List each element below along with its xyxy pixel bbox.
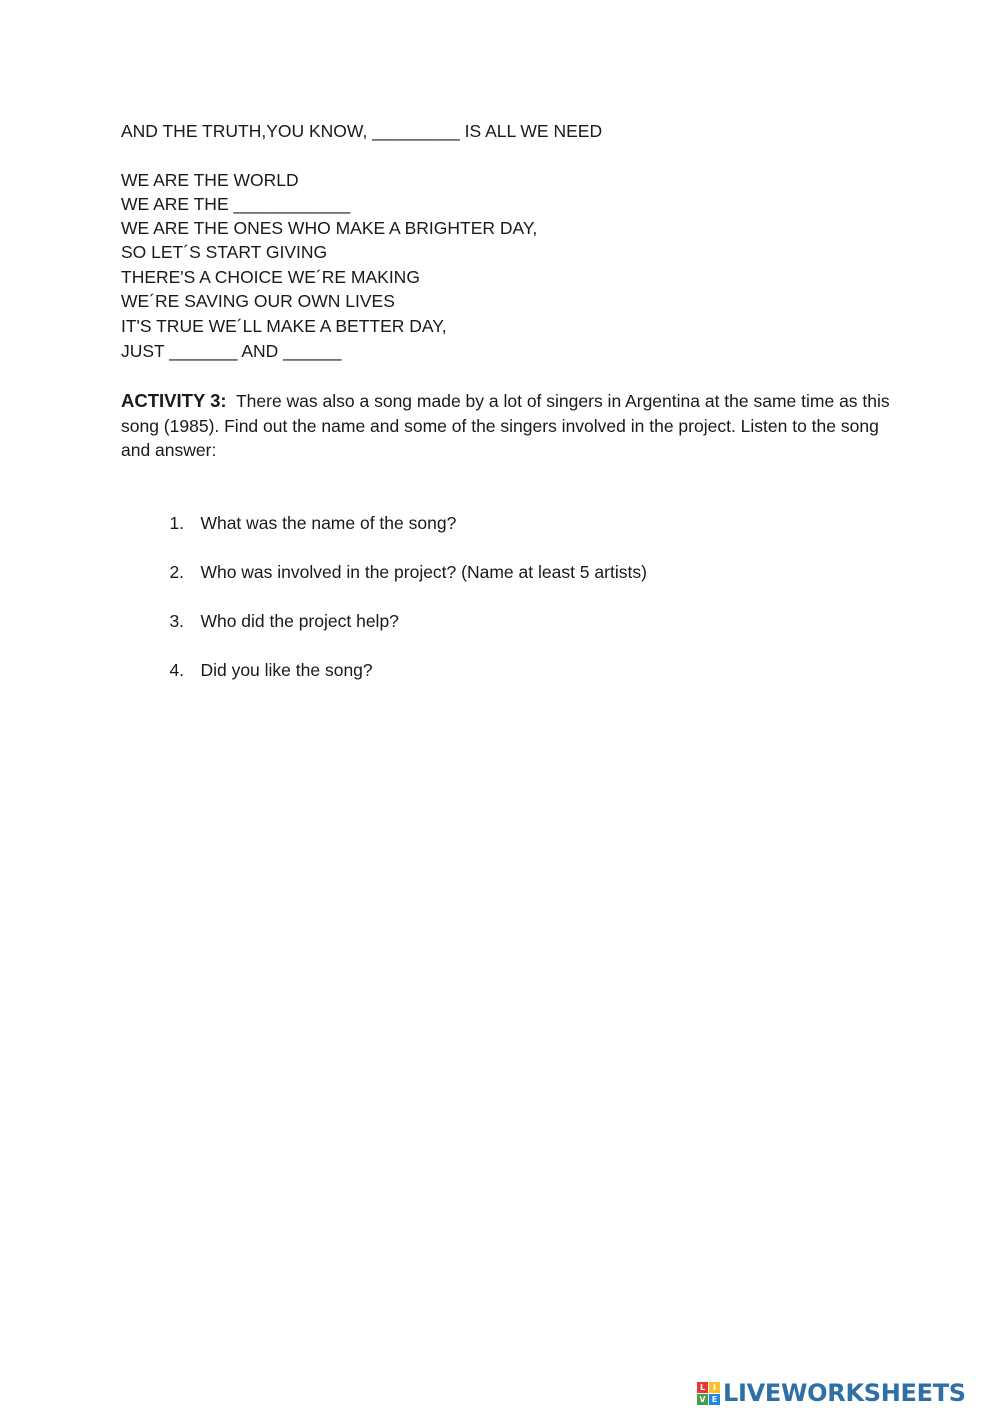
lyric-line: WE ARE THE WORLD (121, 170, 299, 190)
question-item (150, 634, 373, 706)
question-text: Did you like the song? (200, 660, 373, 680)
question-number: 4. (169, 660, 185, 680)
lyric-line: SO LET´S START GIVING (121, 242, 328, 262)
activity-title: ACTIVITY 3: (121, 390, 227, 411)
logo-text: LIVEWORKSHEETS (723, 1379, 966, 1407)
activity-text: There was also a song made by a lot of singers in Argentina at the same time as this song (1985). Find out the name and some of the singers involved in the project. Listen to the song and answer: (121, 391, 890, 460)
lyric-line: JUST _______ AND ______ (121, 341, 342, 361)
lyric-line: WE ARE THE ____________ (121, 194, 351, 214)
lyric-line: AND THE TRUTH,YOU KNOW, _________ IS ALL WE NEED (121, 121, 603, 141)
logo-letter-i: I (709, 1382, 720, 1393)
lyric-line: THERE'S A CHOICE WE´RE MAKING (121, 267, 420, 287)
question-number: 1. (169, 513, 185, 533)
question-number: 3. (169, 611, 185, 631)
activity-3-instructions (121, 389, 891, 463)
question-text: Who was involved in the project? (Name at least 5 artists) (200, 562, 647, 582)
lyric-line: WE ARE THE ONES WHO MAKE A BRIGHTER DAY, (121, 218, 538, 238)
lyric-line: IT'S TRUE WE´LL MAKE A BETTER DAY, (121, 316, 447, 336)
logo-letter-l: L (697, 1382, 708, 1393)
lyric-line: WE´RE SAVING OUR OWN LIVES (121, 291, 395, 311)
liveworksheets-logo[interactable] (697, 1378, 966, 1408)
logo-letter-e: E (709, 1394, 720, 1405)
question-text: What was the name of the song? (200, 513, 457, 533)
question-number: 2. (169, 562, 185, 582)
question-text: Who did the project help? (200, 611, 399, 631)
logo-letter-v: V (697, 1394, 708, 1405)
logo-grid-icon (697, 1382, 720, 1405)
